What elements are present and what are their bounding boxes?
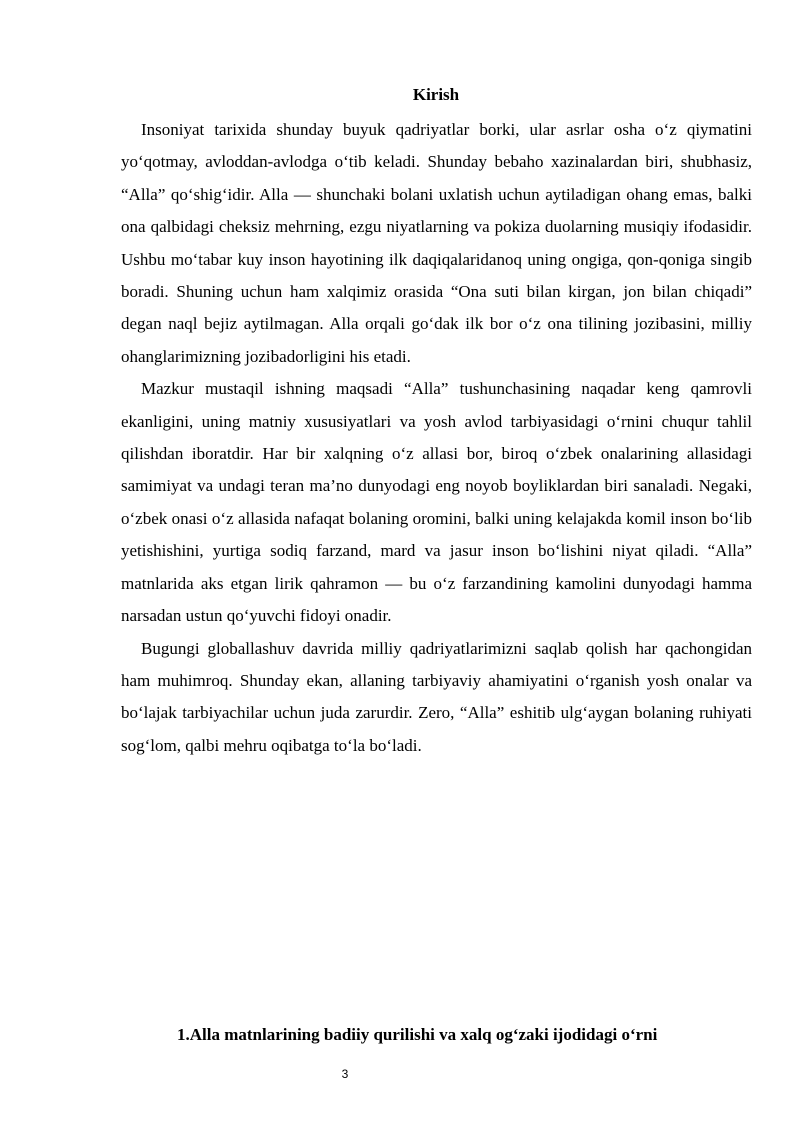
section-heading: 1.Alla matnlarining badiiy qurilishi va xalq og‘zaki ijodidagi o‘rni: [177, 1025, 658, 1044]
page-title: Kirish: [412, 85, 460, 104]
paragraph-3: Bugungi globallashuv davrida milliy qadriyatlarimizni saqlab qolish har qachongidan ham muhimroq. Shunday ekan, allaning tarbiyaviy ahamiyatini o‘rganish yosh onalar va bo‘lajak tarbiyachilar uchun juda zarurdir. Zero, “Alla” eshitib ulg‘aygan bolaning ruhiyati sog‘lom, qalbi mehru oqibatga to‘la bo‘ladi.: [121, 638, 752, 755]
body-text: [121, 114, 752, 762]
page-number: 3: [341, 1067, 349, 1081]
paragraph-1: Insoniyat tarixida shunday buyuk qadriyatlar borki, ular asrlar osha o‘z qiymatini yo‘qotmay, avloddan-avlodga o‘tib keladi. Shunday bebaho xazinalardan biri, shubhasiz, “Alla” qo‘shig‘idir. Alla — shunchaki bolani uxlatish uchun aytiladigan ohang emas, balki ona qalbidagi cheksiz mehrning, ezgu niyatlarning va pokiza duolarning musiqiy ifodasidir. Ushbu mo‘tabar kuy inson hayotining ilk daqiqalaridanoq uning ongiga, qon-qoniga singib boradi. Shuning uchun ham xalqimiz orasida “Ona suti bilan kirgan, jon bilan chiqadi” degan naql bejiz aytilmagan. Alla orqali go‘dak ilk bor o‘z ona tilining jozibasini, milliy ohanglarimizning jozibadorligini his etadi.: [121, 120, 752, 366]
paragraph-2: Mazkur mustaqil ishning maqsadi “Alla” tushunchasining naqadar keng qamrovli ekanligini, uning matniy xususiyatlari va yosh avlod tarbiyasidagi o‘rnini chuqur tahlil qilishdan iboratdir. Har bir xalqning o‘z allasi bor, biroq o‘zbek onalarining allasidagi samimiyat va undagi teran ma’no dunyodagi eng noyob boyliklardan biri sanaladi. Negaki, o‘zbek onasi o‘z allasida nafaqat bolaning oromini, balki uning kelajakda komil inson bo‘lib yetishishini, yurtiga sodiq farzand, mard va jasur inson bo‘lishini niyat qiladi. “Alla” matnlarida aks etgan lirik qahramon — bu o‘z farzandining kamolini dunyodagi hamma narsadan ustun qo‘yuvchi fidoyi onadir.: [121, 379, 752, 626]
